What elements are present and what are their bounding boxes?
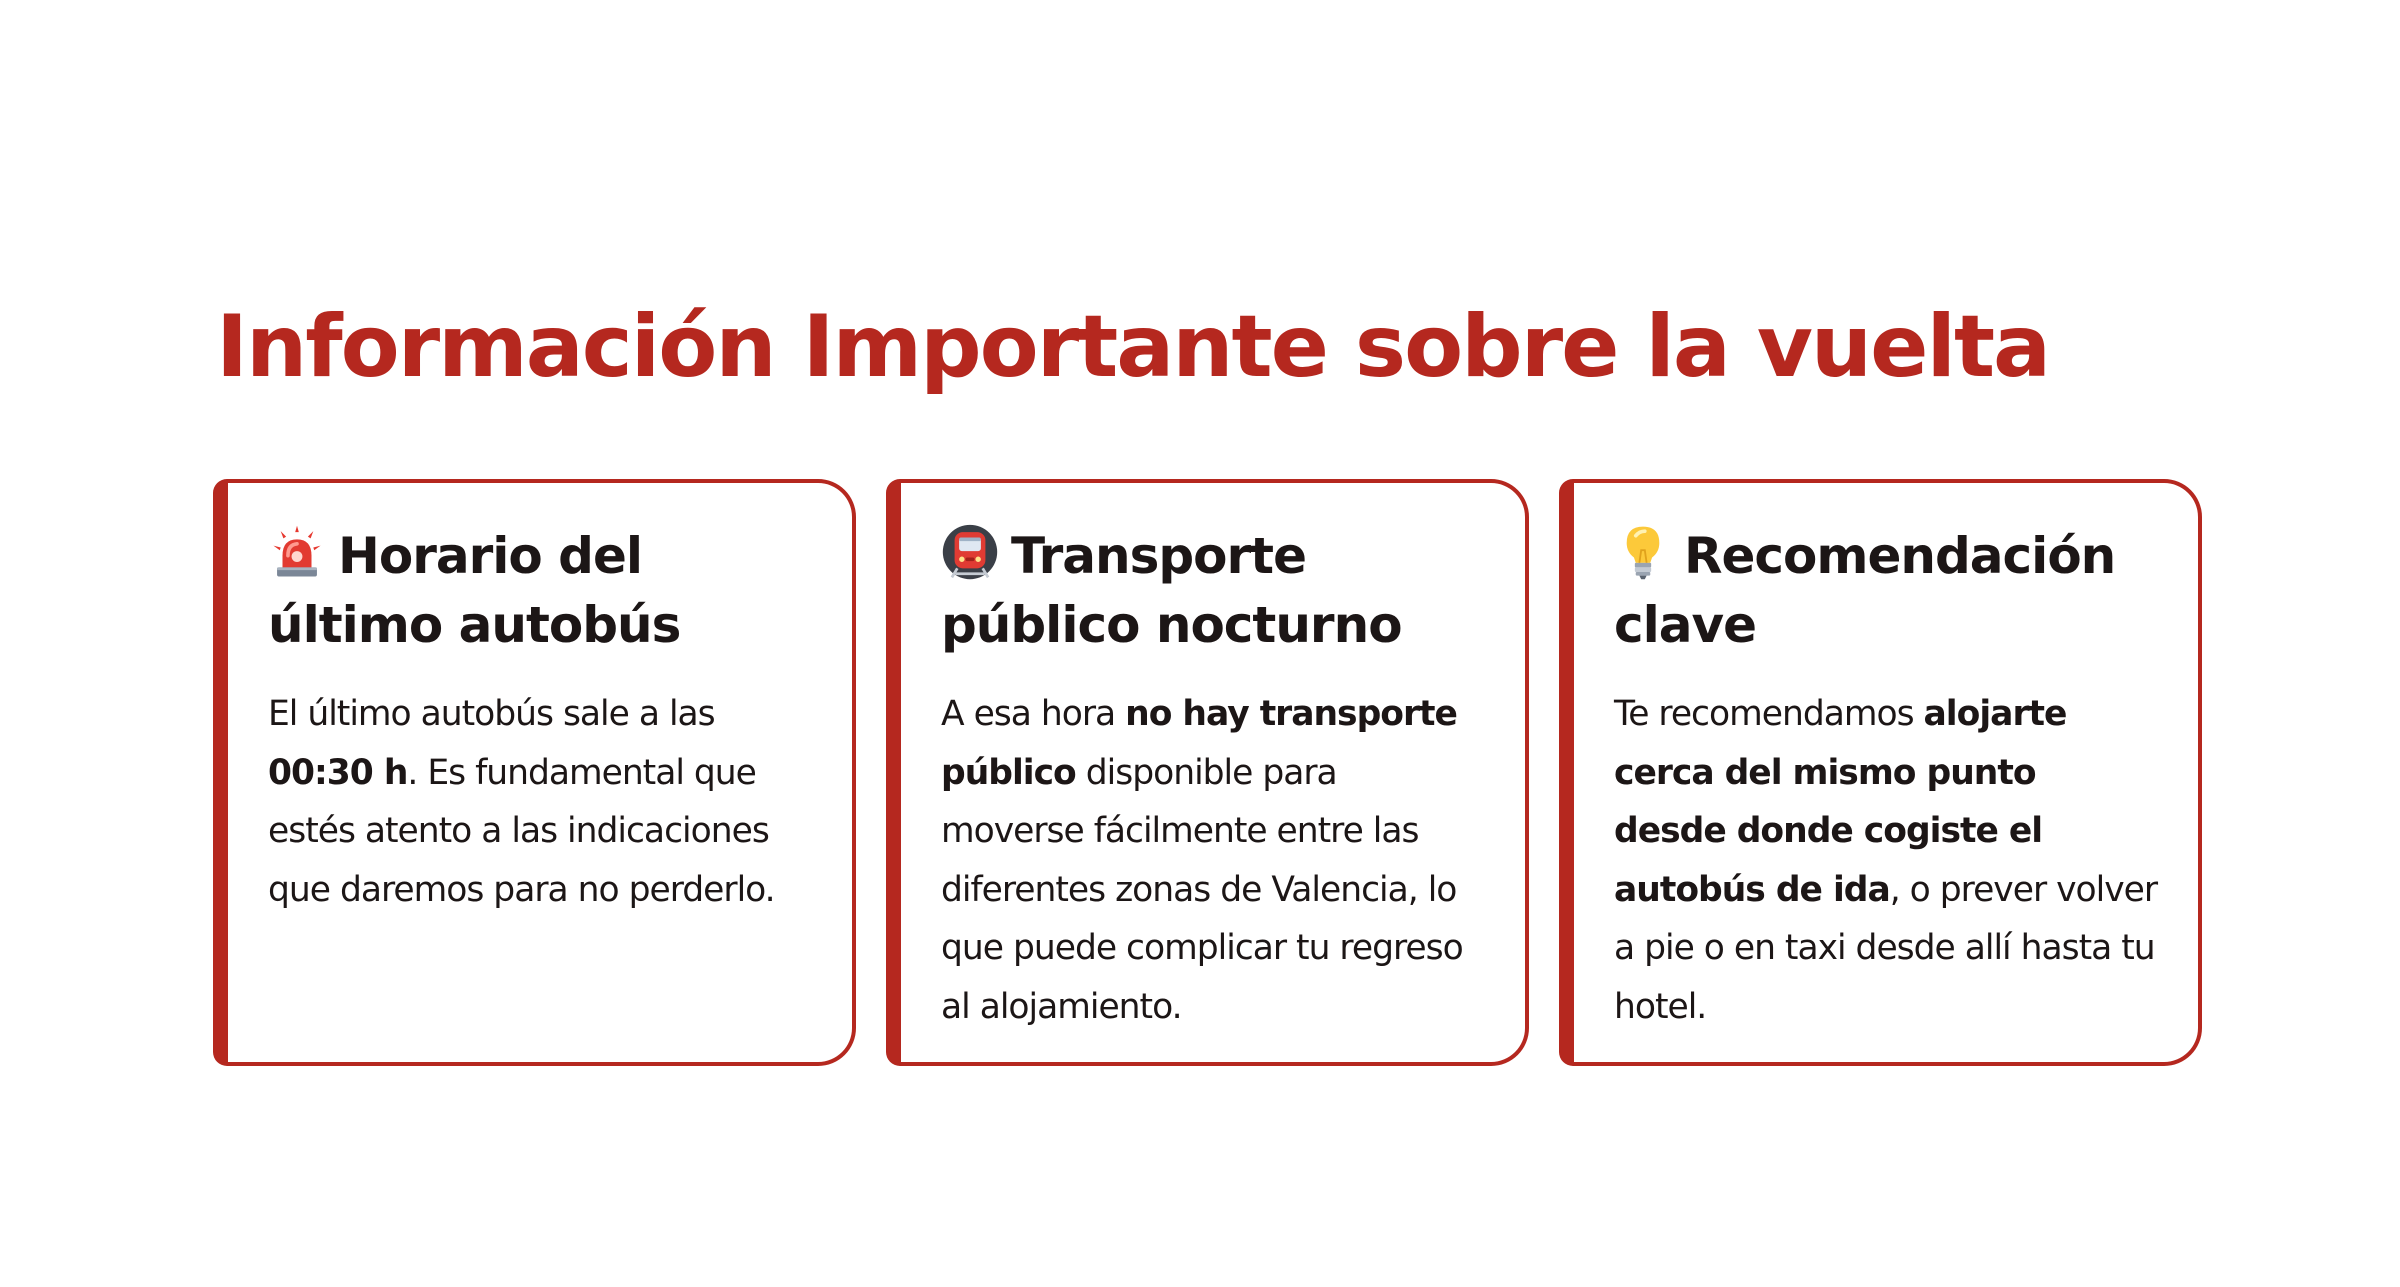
- card-body: El último autobús sale a las 00:30 h. Es fundamental que estés atento a las indicaciones que daremos para no perderlo.: [268, 694, 775, 910]
- card-key-recommendation: [1559, 479, 2202, 1066]
- police-light-icon: [268, 523, 326, 581]
- card-title: Transporte público nocturno: [941, 522, 1485, 660]
- page-title: Información Importante sobre la vuelta: [216, 297, 2050, 397]
- card-title: Recomendación clave: [1614, 522, 2158, 660]
- card-last-bus: [213, 479, 856, 1066]
- card-body: A esa hora no hay transporte público disponible para moverse fácilmente entre las diferentes zonas de Valencia, lo que puede complicar tu regreso al alojamiento.: [941, 694, 1463, 1027]
- info-cards: [213, 479, 2203, 1066]
- metro-train-icon: [941, 523, 999, 581]
- card-night-transport: [886, 479, 1529, 1066]
- card-title: Horario del último autobús: [268, 522, 812, 660]
- card-body: Te recomendamos alojarte cerca del mismo punto desde donde cogiste el autobús de ida, o prever volver a pie o en taxi desde allí hasta tu hotel.: [1614, 694, 2158, 1027]
- light-bulb-icon: [1614, 523, 1672, 581]
